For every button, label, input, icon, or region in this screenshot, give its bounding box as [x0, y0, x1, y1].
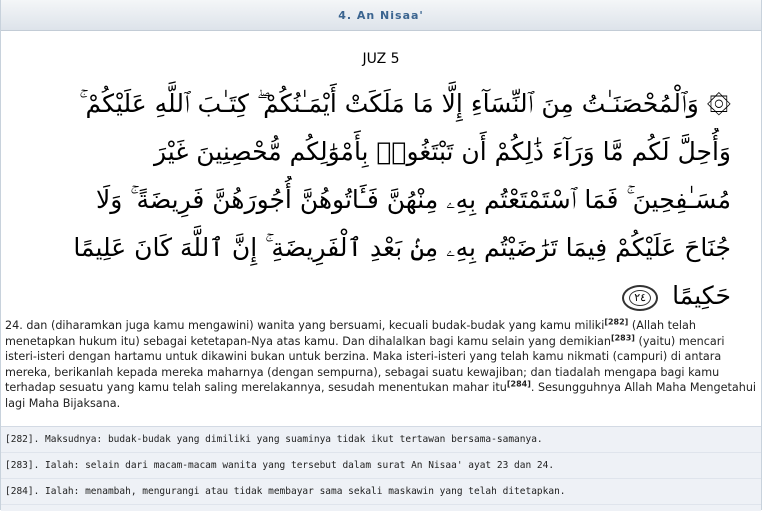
footnote-ref-283[interactable]: [283]: [610, 332, 635, 342]
juz-label: JUZ 5: [362, 51, 400, 67]
arabic-line-5-text: حَكِيمًا: [672, 281, 731, 310]
arabic-line-4: جُنَاحَ عَلَيْكُمْ فِيمَا تَرَٰضَيْتُم بِهِۦ مِنۢ بَعْدِ ٱلْفَرِيضَةِ ۚ إِنَّ ٱللَّهَ كَانَ عَلِيمًا: [73, 233, 731, 262]
header-bar: [1, 0, 761, 31]
translation-part-4: . Sesungguhnya Allah Maha Mengetahui lagi Maha Bijaksana.: [5, 381, 757, 410]
translation-part-1: 24. dan (diharamkan juga kamu mengawini) wanita yang bersuami, kecuali budak-budak yang kamu miliki: [5, 319, 605, 332]
arabic-verse: [31, 80, 731, 320]
arabic-line-5: [31, 272, 731, 320]
footnote-ref-284[interactable]: [284]: [506, 379, 531, 389]
footnote-284: [284]. Ialah: menambah, mengurangi atau tidak membayar sama sekali maskawin yang telah ditetapkan.: [1, 479, 761, 505]
translation-part-3: (yaitu) mencari isteri-isteri dengan hartamu untuk dikawini bukan untuk berzina. Maka isteri-isteri yang telah kamu nikmati (campuri) di antara mereka, berikanlah kepada mereka maharnya (dengan sempurna), sebagai suatu kewajiban; dan tiadalah mengapa bagi kamu terhadap sesuatu yang kamu telah saling merelakannya, sesudah menentukan mahar itu: [5, 334, 725, 395]
translation-part-2: (Allah telah menetapkan hukum itu) sebagai ketetapan-Nya atas kamu. Dan dihalalkan bagi kamu selain yang demikian: [5, 319, 696, 348]
footnote-283: [283]. Ialah: selain dari macam-macam wanita yang tersebut dalam surat An Nisaa' ayat 23 dan 24.: [1, 453, 761, 479]
footnote-ref-282[interactable]: [282]: [604, 317, 629, 327]
arabic-line-1: ۞ وَٱلْمُحْصَنَـٰتُ مِنَ ٱلنِّسَآءِ إِلَّا مَا مَلَكَتْ أَيْمَـٰنُكُمْ ۖ كِتَـٰبَ ٱللَّهِ عَلَيْكُمْ ۚ: [79, 89, 731, 118]
footnote-282: [282]. Maksudnya: budak-budak yang dimiliki yang suaminya tidak ikut tertawan bersama-samanya.: [1, 427, 761, 453]
footnotes-panel: [1, 426, 761, 511]
surah-title: 4. An Nisaa': [338, 8, 424, 22]
translation-text: [5, 318, 757, 412]
arabic-line-3: مُسَـٰفِحِينَ ۚ فَمَا ٱسْتَمْتَعْتُم بِهِۦ مِنْهُنَّ فَـَٔاتُوهُنَّ أُجُورَهُنَّ فَرِيضَةً ۚ وَلَا: [96, 185, 731, 214]
ayah-number-icon: [622, 285, 658, 311]
arabic-line-2: وَأُحِلَّ لَكُم مَّا وَرَآءَ ذَٰلِكُمْ أَن تَبْتَغُوا۟ بِأَمْوَٰلِكُم مُّحْصِنِينَ غَيْرَ: [153, 137, 731, 166]
ayah-number: ٢٤: [629, 290, 651, 306]
